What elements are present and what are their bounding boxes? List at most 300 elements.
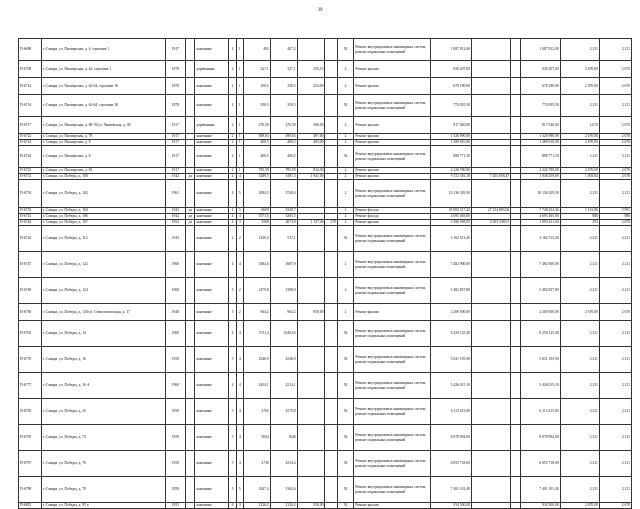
work-type-cell: Ремонт внутридомовых инженерных систем, ремонт подвальных помещений (354, 477, 430, 503)
entrances-cell: 1 (236, 95, 243, 117)
entrances-cell: 5 (236, 208, 243, 214)
heritage-cell (186, 321, 195, 347)
limit-cost-cell: 2 670 (599, 61, 631, 78)
entrances-cell: 1 (236, 134, 243, 140)
limit-cost-cell: 2 211 (599, 321, 631, 347)
owners-funds-cell: 5 482 837,80 (521, 278, 560, 304)
total-area-cell: 2738 (243, 451, 270, 477)
row-id-cell: П-6698 (19, 39, 42, 61)
address-cell: г. Самара, ул. Пионерская, д. 8 (41, 146, 165, 168)
table-row (19, 347, 632, 373)
residents-cell: 92 (337, 226, 354, 252)
owners-funds-cell: 1 093 231,04 (521, 220, 560, 226)
roof-area-cell: 306,00 (297, 117, 325, 134)
budget-share-cell (511, 95, 521, 117)
material-cell: каменные (195, 220, 229, 226)
entrances-cell: 1 (236, 61, 243, 78)
entrances-cell: 4 (236, 174, 243, 180)
total-cost-cell: 1 326 990,00 (430, 134, 471, 140)
budget-share-cell (511, 477, 521, 503)
living-area-cell: 537,1 (270, 226, 297, 252)
owners-funds-cell: 6 053 718,00 (521, 451, 560, 477)
residents-cell: 2 (337, 174, 354, 180)
table-row (19, 321, 632, 347)
living-area-cell: 498,63 (270, 134, 297, 140)
budget-share-cell (511, 347, 521, 373)
heritage-cell: да (186, 214, 195, 220)
total-cost-cell: 4 695 465,00 (430, 214, 471, 220)
entrances-cell: 5 (236, 477, 243, 503)
address-cell: г. Самара, ул. Пионерская, д. 68-70/ул. Чапаевская, д. 46 (41, 117, 165, 134)
living-area-cell: 1646 (270, 425, 297, 451)
total-cost-cell: 630 207,00 (430, 61, 471, 78)
year-cell: 1959 (165, 425, 186, 451)
page-number: 39 (317, 8, 323, 13)
material-cell: деревянные (195, 61, 229, 78)
work-type-cell: Ремонт внутридомовых инженерных систем, ремонт подвальных помещений (354, 146, 430, 168)
row-id-cell: П-6756 (19, 304, 42, 321)
total-area-cell: 406,5 (243, 140, 270, 146)
fund-share-cell (471, 503, 510, 509)
year-cell: 1943 (165, 208, 186, 214)
address-cell: г. Самара, ул. Пионерская, д. 62-64, строение 18 (41, 78, 165, 95)
residents-cell: 2 (337, 117, 354, 134)
repair-registry-table (18, 38, 632, 509)
unit-cost-cell: 2 211 (560, 477, 599, 503)
heritage-cell: да (186, 174, 195, 180)
owners-funds-cell: 630 207,00 (521, 61, 560, 78)
address-cell: г. Самара, ул. Победы, д. 124 (41, 278, 165, 304)
total-cost-cell: 8 250 125,40 (430, 321, 471, 347)
table-row (19, 78, 632, 95)
entrances-cell: 5 (236, 180, 243, 208)
residents-cell: 1 (337, 208, 354, 214)
floors-cell: 2 (229, 61, 236, 78)
total-area-cell: 276,50 (243, 117, 270, 134)
table-row (19, 226, 632, 252)
roof-area-cell (297, 226, 325, 252)
total-area-cell: 4584,5 (243, 180, 270, 208)
budget-share-cell (511, 180, 521, 208)
work-type-cell: Ремонт крыши (354, 304, 430, 321)
work-type-cell: Ремонт внутридомовых инженерных систем, ремонт подвальных помещений (354, 347, 430, 373)
work-type-cell: Ремонт фасада (354, 208, 430, 214)
fund-share-cell (471, 226, 510, 252)
heritage-cell (186, 61, 195, 78)
living-area-cell: 785,59 (270, 168, 297, 174)
year-cell: 1878 (165, 95, 186, 117)
roof-area-cell (297, 347, 325, 373)
owners-funds-cell: 678 180,00 (521, 78, 560, 95)
floors-cell: 4 (229, 180, 236, 208)
living-area-cell: 2214,1 (270, 373, 297, 399)
unit-cost-cell: 2 211 (560, 451, 599, 477)
roof-area-cell (297, 321, 325, 347)
residents-cell: 92 (337, 451, 354, 477)
table-row (19, 399, 632, 425)
heritage-cell (186, 226, 195, 252)
extra-area-cell (325, 425, 337, 451)
unit-cost-cell: 2 211 (560, 278, 599, 304)
roof-area-cell (297, 146, 325, 168)
total-cost-cell: 1 087 812,00 (430, 39, 471, 61)
entrances-cell: 1 (236, 78, 243, 95)
address-cell: г. Самара, ул. Победы, д. 14 (41, 321, 165, 347)
fund-share-cell (471, 252, 510, 278)
table-row (19, 503, 632, 509)
row-id-cell: П-6733 (19, 180, 42, 208)
living-area-cell: 406,5 (270, 146, 297, 168)
residents-cell: 92 (337, 39, 354, 61)
roof-area-cell (297, 399, 325, 425)
roof-area-cell: 483,00 (297, 140, 325, 146)
row-id-cell: П-6735 (19, 208, 42, 214)
unit-cost-cell: 2 670,00 (560, 140, 599, 146)
year-cell: 1959 (165, 399, 186, 425)
row-id-cell: П-6724 (19, 140, 42, 146)
year-cell: 1917 (165, 39, 186, 61)
heritage-cell (186, 304, 195, 321)
limit-cost-cell: 2 211 (599, 278, 631, 304)
unit-cost-cell: 2 211 (560, 399, 599, 425)
owners-funds-cell: 10 136 329,50 (521, 180, 560, 208)
work-type-cell: Ремонт внутридомовых инженерных систем, ремонт подвальных помещений (354, 425, 430, 451)
material-cell: каменные (195, 146, 229, 168)
extra-area-cell (325, 399, 337, 425)
owners-funds-cell: 5 631 195,90 (521, 347, 560, 373)
roof-area-cell (297, 477, 325, 503)
material-cell: каменные (195, 451, 229, 477)
limit-cost-cell: 2 211 (599, 373, 631, 399)
unit-cost-cell: 293 (560, 220, 599, 226)
extra-area-cell (325, 451, 337, 477)
work-type-cell: Ремонт крыши (354, 140, 430, 146)
entrances-cell: 4 (236, 214, 243, 220)
heritage-cell: да (186, 208, 195, 214)
table-row (19, 304, 632, 321)
table-row (19, 39, 632, 61)
fund-share-cell (471, 321, 510, 347)
unit-cost-cell: 2 670,00 (560, 78, 599, 95)
extra-area-cell (325, 252, 337, 278)
owners-funds-cell: 7 401 101,40 (521, 477, 560, 503)
work-type-cell: Ремонт крыши (354, 78, 430, 95)
living-area-cell: 350,5 (270, 95, 297, 117)
budget-share-cell (511, 425, 521, 451)
extra-area-cell (325, 78, 337, 95)
owners-funds-cell: 934 500,00 (521, 503, 560, 509)
row-id-cell: П-6744 (19, 220, 42, 226)
roof-area-cell (297, 373, 325, 399)
material-cell: каменные (195, 214, 229, 220)
limit-cost-cell: 2 211 (599, 95, 631, 117)
address-cell: г. Самара, ул. Победы, д. 100 (41, 174, 165, 180)
row-id-cell: П-6776 (19, 347, 42, 373)
floors-cell: 2 (229, 168, 236, 174)
table-row (19, 117, 632, 134)
work-type-cell: Ремонт крыши (354, 117, 430, 134)
total-cost-cell: 5 426 015,10 (430, 373, 471, 399)
entrances-cell: 2 (236, 278, 243, 304)
year-cell: 1917 (165, 146, 186, 168)
material-cell: каменные (195, 503, 229, 509)
total-cost-cell: 817 020,00 (430, 117, 471, 134)
year-cell: 1942 (165, 214, 186, 220)
limit-cost-cell: 2 670 (599, 220, 631, 226)
row-id-cell: П-6744 (19, 226, 42, 252)
address-cell: г. Самара, ул. Пионерская, д. 62-64, строение 18 (41, 95, 165, 117)
material-cell: каменные (195, 140, 229, 146)
heritage-cell (186, 180, 195, 208)
year-cell: 1955 (165, 503, 186, 509)
row-id-cell: П-6725 (19, 168, 42, 174)
year-cell: 1960 (165, 321, 186, 347)
living-area-cell: 3162,6 (270, 477, 297, 503)
fund-share-cell (471, 304, 510, 321)
heritage-cell (186, 95, 195, 117)
total-area-cell: 785,59 (243, 168, 270, 174)
floors-cell: 5 (229, 425, 236, 451)
owners-funds-cell: 3 162 513,40 (521, 226, 560, 252)
heritage-cell (186, 39, 195, 61)
row-id-cell: П-6777 (19, 373, 42, 399)
residents-cell: 2 (337, 134, 354, 140)
entrances-cell: 4 (236, 252, 243, 278)
unit-cost-cell: 2 670,00 (560, 61, 599, 78)
unit-cost-cell: 2 211 (560, 39, 599, 61)
work-type-cell: Ремонт внутридомовых инженерных систем, ремонт подвальных помещений (354, 373, 430, 399)
material-cell: каменные (195, 321, 229, 347)
total-cost-cell: 3 162 513,40 (430, 226, 471, 252)
limit-cost-cell: 2 670 (599, 117, 631, 134)
entrances-cell: 4 (236, 321, 243, 347)
residents-cell: 2 (337, 61, 354, 78)
residents-cell: 92 (337, 425, 354, 451)
address-cell: г. Самара, ул. Победы, д. 106 (41, 214, 165, 220)
owners-funds-cell: 1 087 812,00 (521, 39, 560, 61)
fund-share-cell (471, 78, 510, 95)
heritage-cell (186, 503, 195, 509)
year-cell: 1942 (165, 174, 186, 180)
work-type-cell: Ремонт внутридомовых инженерных систем, ремонт подвальных помещений (354, 95, 430, 117)
material-cell: каменные (195, 252, 229, 278)
budget-share-cell (511, 278, 521, 304)
year-cell: 1917 (165, 168, 186, 174)
table-row (19, 146, 632, 168)
work-type-cell: Ремонт крыши (354, 220, 430, 226)
total-cost-cell: 7 482 900,00 (430, 252, 471, 278)
material-cell: каменные (195, 174, 229, 180)
heritage-cell (186, 399, 195, 425)
year-cell: 1878 (165, 61, 186, 78)
year-cell: 1878 (165, 78, 186, 95)
total-area-cell: 6609 (243, 208, 270, 214)
address-cell: г. Самара, ул. Пионерская, д. 82 (41, 168, 165, 174)
budget-share-cell (511, 373, 521, 399)
total-cost-cell: 1 289 610,00 (430, 140, 471, 146)
unit-cost-cell: 2 211 (560, 252, 599, 278)
roof-area-cell: 1 137,46 (297, 220, 325, 226)
heritage-cell (186, 78, 195, 95)
material-cell: каменные (195, 373, 229, 399)
fund-share-cell (471, 117, 510, 134)
limit-cost-cell: 2 211 (599, 180, 631, 208)
living-area-cell: 2579,8 (270, 399, 297, 425)
material-cell: каменные (195, 425, 229, 451)
unit-cost-cell: 1 161,86 (560, 208, 599, 214)
total-area-cell: 350,5 (243, 95, 270, 117)
roof-area-cell (297, 451, 325, 477)
year-cell: 1948 (165, 304, 186, 321)
table-row (19, 95, 632, 117)
fund-share-cell (471, 425, 510, 451)
residents-cell: 2 (337, 140, 354, 146)
heritage-cell (186, 373, 195, 399)
limit-cost-cell: 2 211 (599, 477, 631, 503)
fund-share-cell (471, 373, 510, 399)
roof-area-cell: 1 941,00 (297, 174, 325, 180)
extra-area-cell (325, 39, 337, 61)
material-cell: каменные (195, 180, 229, 208)
floors-cell: 2 (229, 140, 236, 146)
floors-cell: 5 (229, 399, 236, 425)
unit-cost-cell: 2 670,00 (560, 304, 599, 321)
owners-funds-cell: 2 269 500,00 (521, 304, 560, 321)
row-id-cell: П-6747 (19, 252, 42, 278)
total-cost-cell: 2 269 500,00 (430, 304, 471, 321)
table-row (19, 252, 632, 278)
unit-cost-cell: 1 003,84 (560, 174, 599, 180)
budget-share-cell (511, 61, 521, 78)
fund-share-cell: 4 303 338,01 (471, 220, 510, 226)
work-type-cell: Ремонт внутридомовых инженерных систем, ремонт подвальных помещений (354, 321, 430, 347)
limit-cost-cell: 2 670 (599, 174, 631, 180)
fund-share-cell: 7 203 856,47 (471, 174, 510, 180)
work-type-cell: Ремонт внутридомовых инженерных систем, ремонт подвальных помещений (354, 399, 430, 425)
limit-cost-cell: 5 991 (599, 208, 631, 214)
fund-share-cell (471, 399, 510, 425)
living-area-cell: 1687,9 (270, 252, 297, 278)
limit-cost-cell: 2 670 (599, 140, 631, 146)
entrances-cell: 1 (236, 146, 243, 168)
floors-cell: 4 (229, 503, 236, 509)
total-area-cell: 2479,8 (243, 278, 270, 304)
fund-share-cell (471, 146, 510, 168)
floors-cell: 4 (229, 208, 236, 214)
address-cell: г. Самара, ул. Победы, д. 16 А (41, 373, 165, 399)
unit-cost-cell: 2 211 (560, 321, 599, 347)
year-cell: 1960 (165, 373, 186, 399)
floors-cell: 2 (229, 95, 236, 117)
material-cell: каменные (195, 39, 229, 61)
living-area-cell: 327,1 (270, 61, 297, 78)
year-cell: 1952 (165, 220, 186, 226)
unit-cost-cell: 886 (560, 214, 599, 220)
roof-area-cell: 834,00 (297, 168, 325, 174)
living-area-cell: 2673,8 (270, 220, 297, 226)
year-cell: 1917 (165, 117, 186, 134)
limit-cost-cell: 886 (599, 214, 631, 220)
budget-share-cell (511, 39, 521, 61)
heritage-cell (186, 477, 195, 503)
entrances-cell: 1 (236, 117, 243, 134)
floors-cell: 4 (229, 252, 236, 278)
year-cell: 1943 (165, 226, 186, 252)
total-cost-cell: 35 083 317,42 (430, 208, 471, 214)
total-cost-cell: 5 396 569,05 (430, 220, 471, 226)
heritage-cell (186, 451, 195, 477)
floors-cell: 4 (229, 220, 236, 226)
year-cell: 1961 (165, 180, 186, 208)
entrances-cell: 4 (236, 451, 243, 477)
total-cost-cell: 6 053 718,00 (430, 451, 471, 477)
fund-share-cell (471, 95, 510, 117)
residents-cell: 92 (337, 477, 354, 503)
residents-cell: 2 (337, 180, 354, 208)
work-type-cell: Ремонт внутридомовых инженерных систем, ремонт подвальных помещений (354, 180, 430, 208)
fund-share-cell (471, 347, 510, 373)
work-type-cell: Ремонт крыши (354, 503, 430, 509)
entrances-cell: 1 (236, 39, 243, 61)
entrances-cell: 2 (236, 304, 243, 321)
living-area-cell: 276,50 (270, 117, 297, 134)
address-cell: г. Самара, ул. Пионерская, д. 4, строение 1 (41, 39, 165, 61)
extra-area-cell (325, 503, 337, 509)
address-cell: г. Самара, ул. Победы, д. 95 а (41, 503, 165, 509)
table-row (19, 278, 632, 304)
total-cost-cell: 678 180,00 (430, 78, 471, 95)
unit-cost-cell: 2 670,00 (560, 503, 599, 509)
material-cell: каменные (195, 278, 229, 304)
limit-cost-cell: 2 211 (599, 399, 631, 425)
address-cell: г. Самара, ул. Пионерская, д. 42, строение 1 (41, 61, 165, 78)
table-row (19, 451, 632, 477)
limit-cost-cell: 2 670 (599, 304, 631, 321)
total-area-cell: 327,1 (243, 61, 270, 78)
address-cell: г. Самара, ул. Победы, д. 122 (41, 252, 165, 278)
address-cell: г. Самара, ул. Победы, д. 104 (41, 208, 165, 214)
floors-cell: 2 (229, 226, 236, 252)
heritage-cell (186, 117, 195, 134)
owners-funds-cell: 774 955,50 (521, 95, 560, 117)
owners-funds-cell: 8 250 125,40 (521, 321, 560, 347)
extra-area-cell (325, 117, 337, 134)
total-area-cell: 492 (243, 39, 270, 61)
residents-cell: 2 (337, 304, 354, 321)
limit-cost-cell: 2 670 (599, 168, 631, 174)
address-cell: г. Самара, ул. Победы, д. 107 (41, 220, 165, 226)
unit-cost-cell: 2 670,00 (560, 168, 599, 174)
entrances-cell: 1 (236, 168, 243, 174)
total-area-cell: 1430,4 (243, 226, 270, 252)
extra-area-cell (325, 304, 337, 321)
extra-area-cell (325, 477, 337, 503)
roof-area-cell (297, 252, 325, 278)
table-row (19, 61, 632, 78)
fund-share-cell (471, 39, 510, 61)
budget-share-cell (511, 78, 521, 95)
work-type-cell: Ремонт крыши (354, 174, 430, 180)
entrances-cell: 1 (236, 140, 243, 146)
heritage-cell: да (186, 220, 195, 226)
address-cell: г. Самара, ул. Пионерская, д. 8 (41, 140, 165, 146)
entrances-cell: 4 (236, 347, 243, 373)
row-id-cell: П-6708 (19, 61, 42, 78)
unit-cost-cell: 2 211 (560, 425, 599, 451)
total-cost-cell: 7 401 101,40 (430, 477, 471, 503)
floors-cell: 5 (229, 477, 236, 503)
residents-cell: 2 (337, 214, 354, 220)
